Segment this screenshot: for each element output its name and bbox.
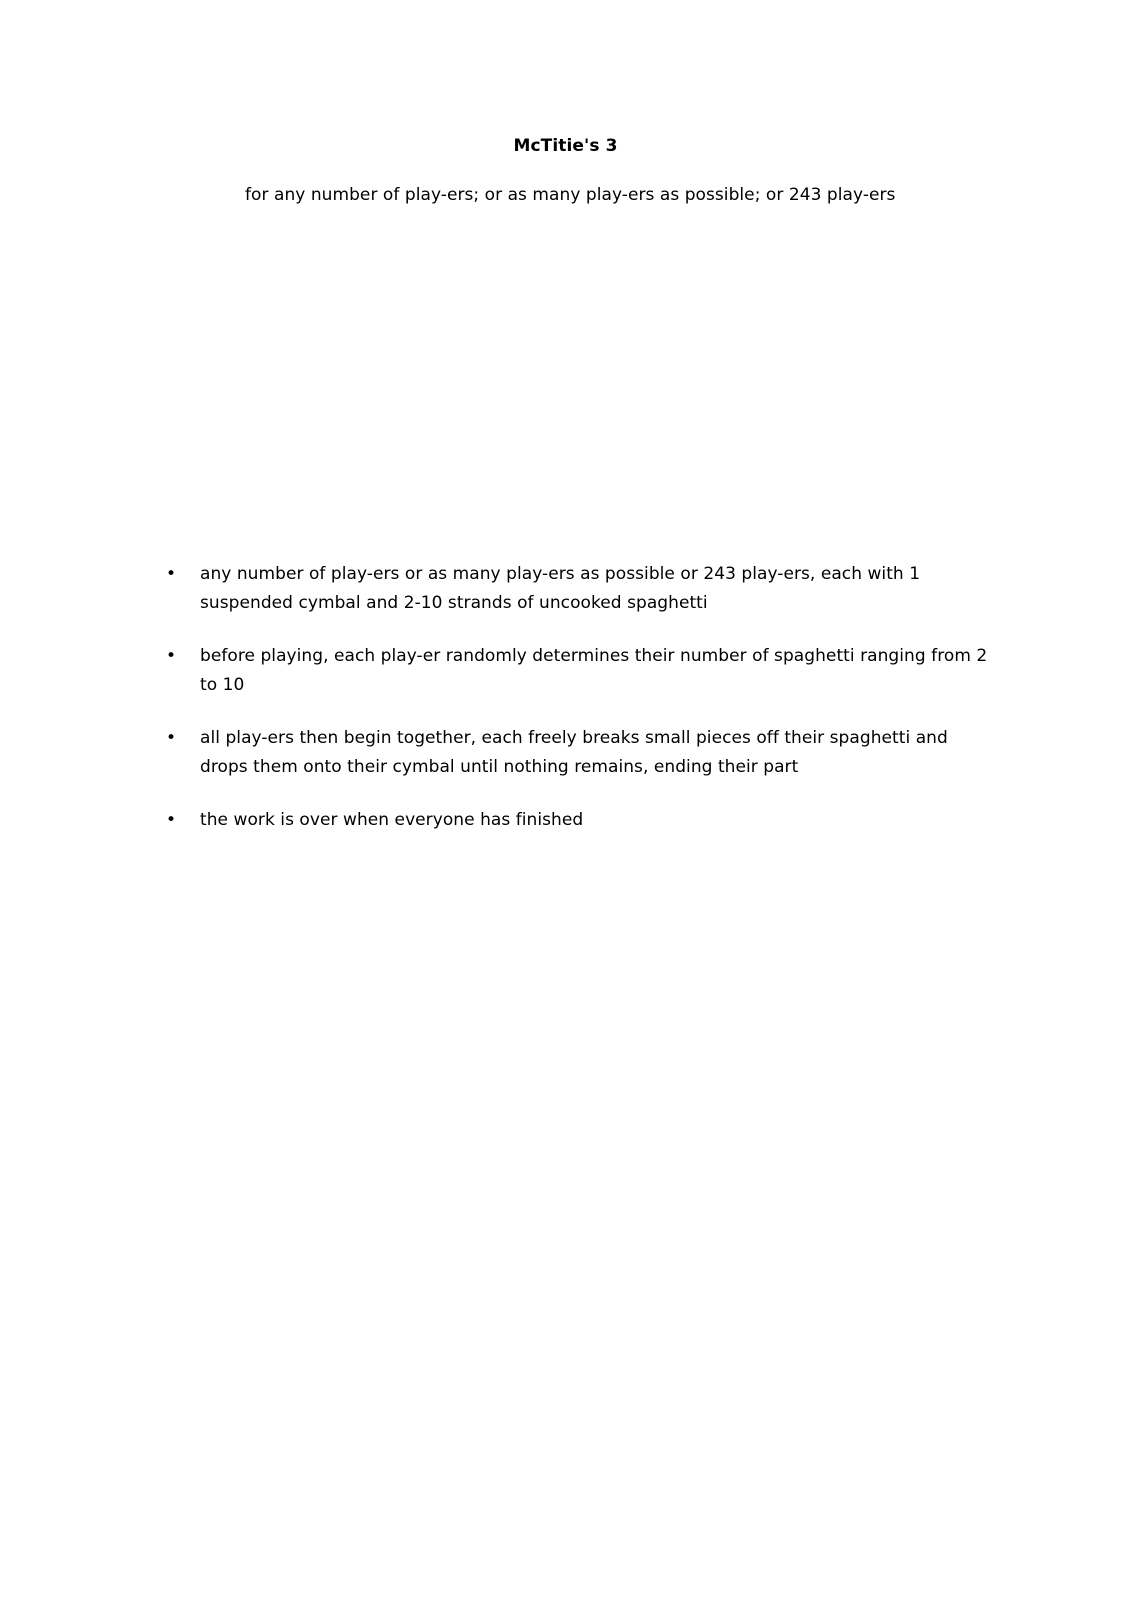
page-subtitle: for any number of play-ers; or as many play-ers as possible; or 243 play-ers: [245, 185, 896, 205]
bullet-icon: •: [166, 728, 177, 748]
list-item: [163, 806, 993, 835]
list-item-text: any number of play-ers or as many play-ers as possible or 243 play-ers, each with 1 suspended cymbal and 2-10 strands of uncooked spaghetti: [200, 564, 921, 613]
list-item: [163, 724, 993, 782]
list-item: [163, 642, 993, 700]
bullet-icon: •: [166, 810, 177, 830]
bullet-icon: •: [166, 564, 177, 584]
list-item-text: all play-ers then begin together, each freely breaks small pieces off their spaghetti and drops them onto their cymbal until nothing remains, ending their part: [200, 728, 948, 777]
bullet-icon: •: [166, 646, 177, 666]
list-item-text: before playing, each play-er randomly determines their number of spaghetti ranging from 2 to 10: [200, 646, 988, 695]
list-item: [163, 560, 993, 618]
page-title: McTitie's 3: [513, 136, 618, 156]
instructions-list: [163, 560, 993, 859]
list-item-text: the work is over when everyone has finished: [200, 810, 584, 830]
